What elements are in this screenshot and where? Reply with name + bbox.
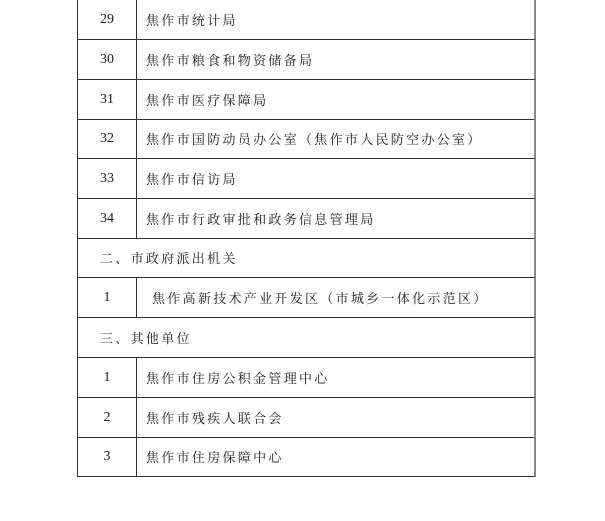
table-row	[77, 437, 536, 477]
row-number: 33	[78, 159, 137, 198]
agency-name: 焦作市住房公积金管理中心	[146, 372, 330, 387]
section-header-row	[77, 238, 536, 278]
table-row	[77, 398, 536, 438]
row-number: 3	[78, 437, 137, 476]
row-number: 1	[78, 358, 137, 397]
table-row	[77, 0, 536, 40]
row-number: 34	[78, 199, 137, 238]
agency-name: 焦作市粮食和物资储备局	[146, 54, 315, 69]
agency-name: 焦作市国防动员办公室（焦作市人民防空办公室）	[146, 133, 483, 148]
table-row	[77, 40, 536, 80]
table-row	[77, 80, 536, 120]
section-title: 三、其他单位	[100, 332, 192, 347]
table-row	[77, 199, 536, 239]
row-number: 31	[78, 80, 137, 119]
agency-name: 焦作市行政审批和政务信息管理局	[146, 213, 376, 228]
agency-name: 焦作市医疗保障局	[146, 94, 269, 109]
table-row	[77, 358, 536, 398]
section-title: 二、市政府派出机关	[100, 252, 238, 267]
agency-name: 焦作市残疾人联合会	[146, 412, 284, 427]
agency-name: 焦作市统计局	[146, 14, 238, 29]
table-row	[77, 119, 536, 159]
row-number: 32	[78, 119, 137, 158]
table-row	[77, 159, 536, 199]
row-number: 30	[78, 40, 137, 79]
row-number: 29	[78, 0, 137, 39]
row-number: 1	[78, 278, 137, 317]
agency-name: 焦作市住房保障中心	[146, 451, 284, 466]
agency-name: 焦作市信访局	[146, 173, 238, 188]
row-number: 2	[78, 398, 137, 437]
section-header-row	[77, 318, 536, 358]
agency-name: 焦作高新技术产业开发区（市城乡一体化示范区）	[152, 292, 489, 307]
table-row	[77, 278, 536, 318]
